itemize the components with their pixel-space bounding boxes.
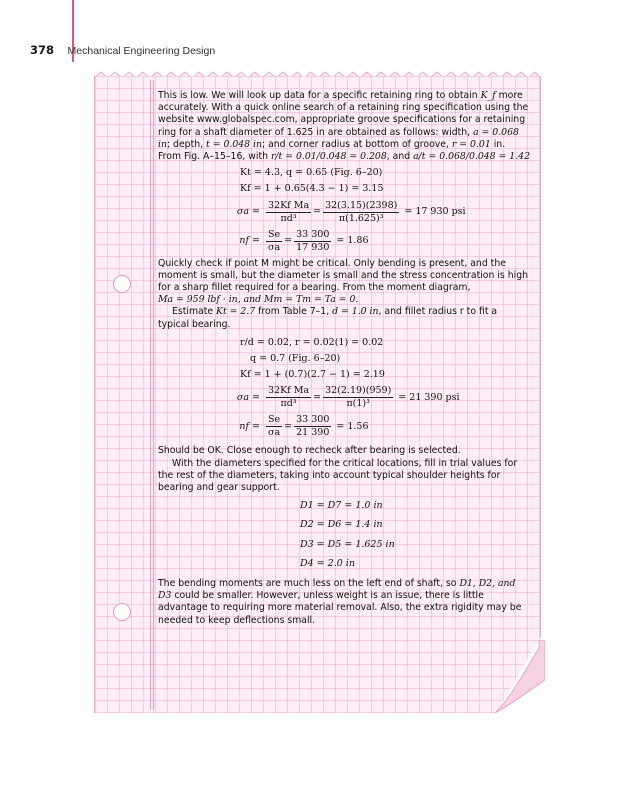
eq-kf: Kf = 1 + 0.65(4.3 − 1) = 3.15 [240,183,384,195]
eq-kt-q: Kt = 4.3, q = 0.65 (Fig. 6–20) [240,167,383,179]
punch-hole-bottom [113,603,131,621]
margin-line-right [153,80,154,710]
eq-sigma-a-2: σa = $\frac{\text{32Kf Ma}}{\text{πd³}}$ = $\frac{32(2.19)(959)}{\text{π(1)³}}$ = 21 390 psi [236,385,460,410]
eq-kf-2: Kf = 1 + (0.7)(2.7 − 1) = 2.19 [240,369,385,381]
eq-nf: nf = $\frac{Se}{\sigma a}$ = $\frac{33 300}{17 930}$ = 1.86 [239,228,369,253]
paragraph-point-m: Quickly check if point M might be critical. Only bending is present, and the moment is small, but the diameter is small and the stress concentration is high for a sharp fillet required for a bearing. From the moment diagram, [158,257,528,294]
diameter-row: D2 = D6 = 1.4 in [300,519,383,531]
diameter-row: D3 = D5 = 1.625 in [300,538,395,550]
eq-nf-2: nf = $\frac{Se}{\sigma a}$ = $\frac{33 300}{21 390}$ = 1.56 [239,414,369,439]
page-curl [495,640,545,715]
eq-sigma-a: σa = $\frac{\text{32Kf Ma}}{\text{πd³}}$ = $\frac{32(3.15)(2398)}{\text{π(1.625)³}}$ = 17 930 psi [236,199,466,224]
paragraph-bending-moments: The bending moments are much less on the left end of shaft, so D1, D2, and D3 could be smaller. However, unless weight is an issue, there is little advantage to requiring more material removal. Also, the extra rigidity may be needed to keep deflections small. [158,578,522,626]
running-header [30,43,215,57]
paragraph-diameters: With the diameters specified for the critical locations, fill in trial values for the rest of the diameters, taking into account typical shoulder heights for bearing and gear support. [158,457,518,494]
book-title: Mechanical Engineering Design [67,45,216,57]
paragraph-retaining-ring: This is low. We will look up data for a specific retaining ring to obtain K_f more accurately. With a quick online search of a retaining ring specification using the website www.globalspec.com, appropriate groove specifications for a retaining ring for a shaft diameter of 1.625 in are obtained as follows: width, a = 0.068 in; depth, t = 0.048 in; and corner radius at bottom of groove, r = 0.01 in. From Fig. A–15–16, with r/t = 0.01/0.048 = 0.208, and a/t = 0.068/0.048 = 1.42 [158,90,530,163]
punch-hole-top [113,275,131,293]
paragraph-estimate-kt: Estimate Kt = 2.7 from Table 7–1, d = 1.0 in, and fillet radius r to fit a typical bearing. [158,306,498,330]
diameter-row: D4 = 2.0 in [300,557,355,569]
eq-q: q = 0.7 (Fig. 6–20) [250,353,341,365]
paragraph-moments: Ma = 959 lbf · in, and Mm = Tm = Ta = 0. [158,294,359,306]
page-number: 378 [30,43,55,57]
equation-block-2 [236,336,530,440]
margin-line-left [150,80,151,710]
eq-rd: r/d = 0.02, r = 0.02(1) = 0.02 [240,336,384,348]
solution-text [158,90,530,627]
equation-block-1 [236,167,530,253]
diameter-row: D1 = D7 = 1.0 in [300,500,383,512]
paragraph-should-be-ok: Should be OK. Close enough to recheck after bearing is selected. [158,445,461,457]
diameter-list [300,500,530,570]
